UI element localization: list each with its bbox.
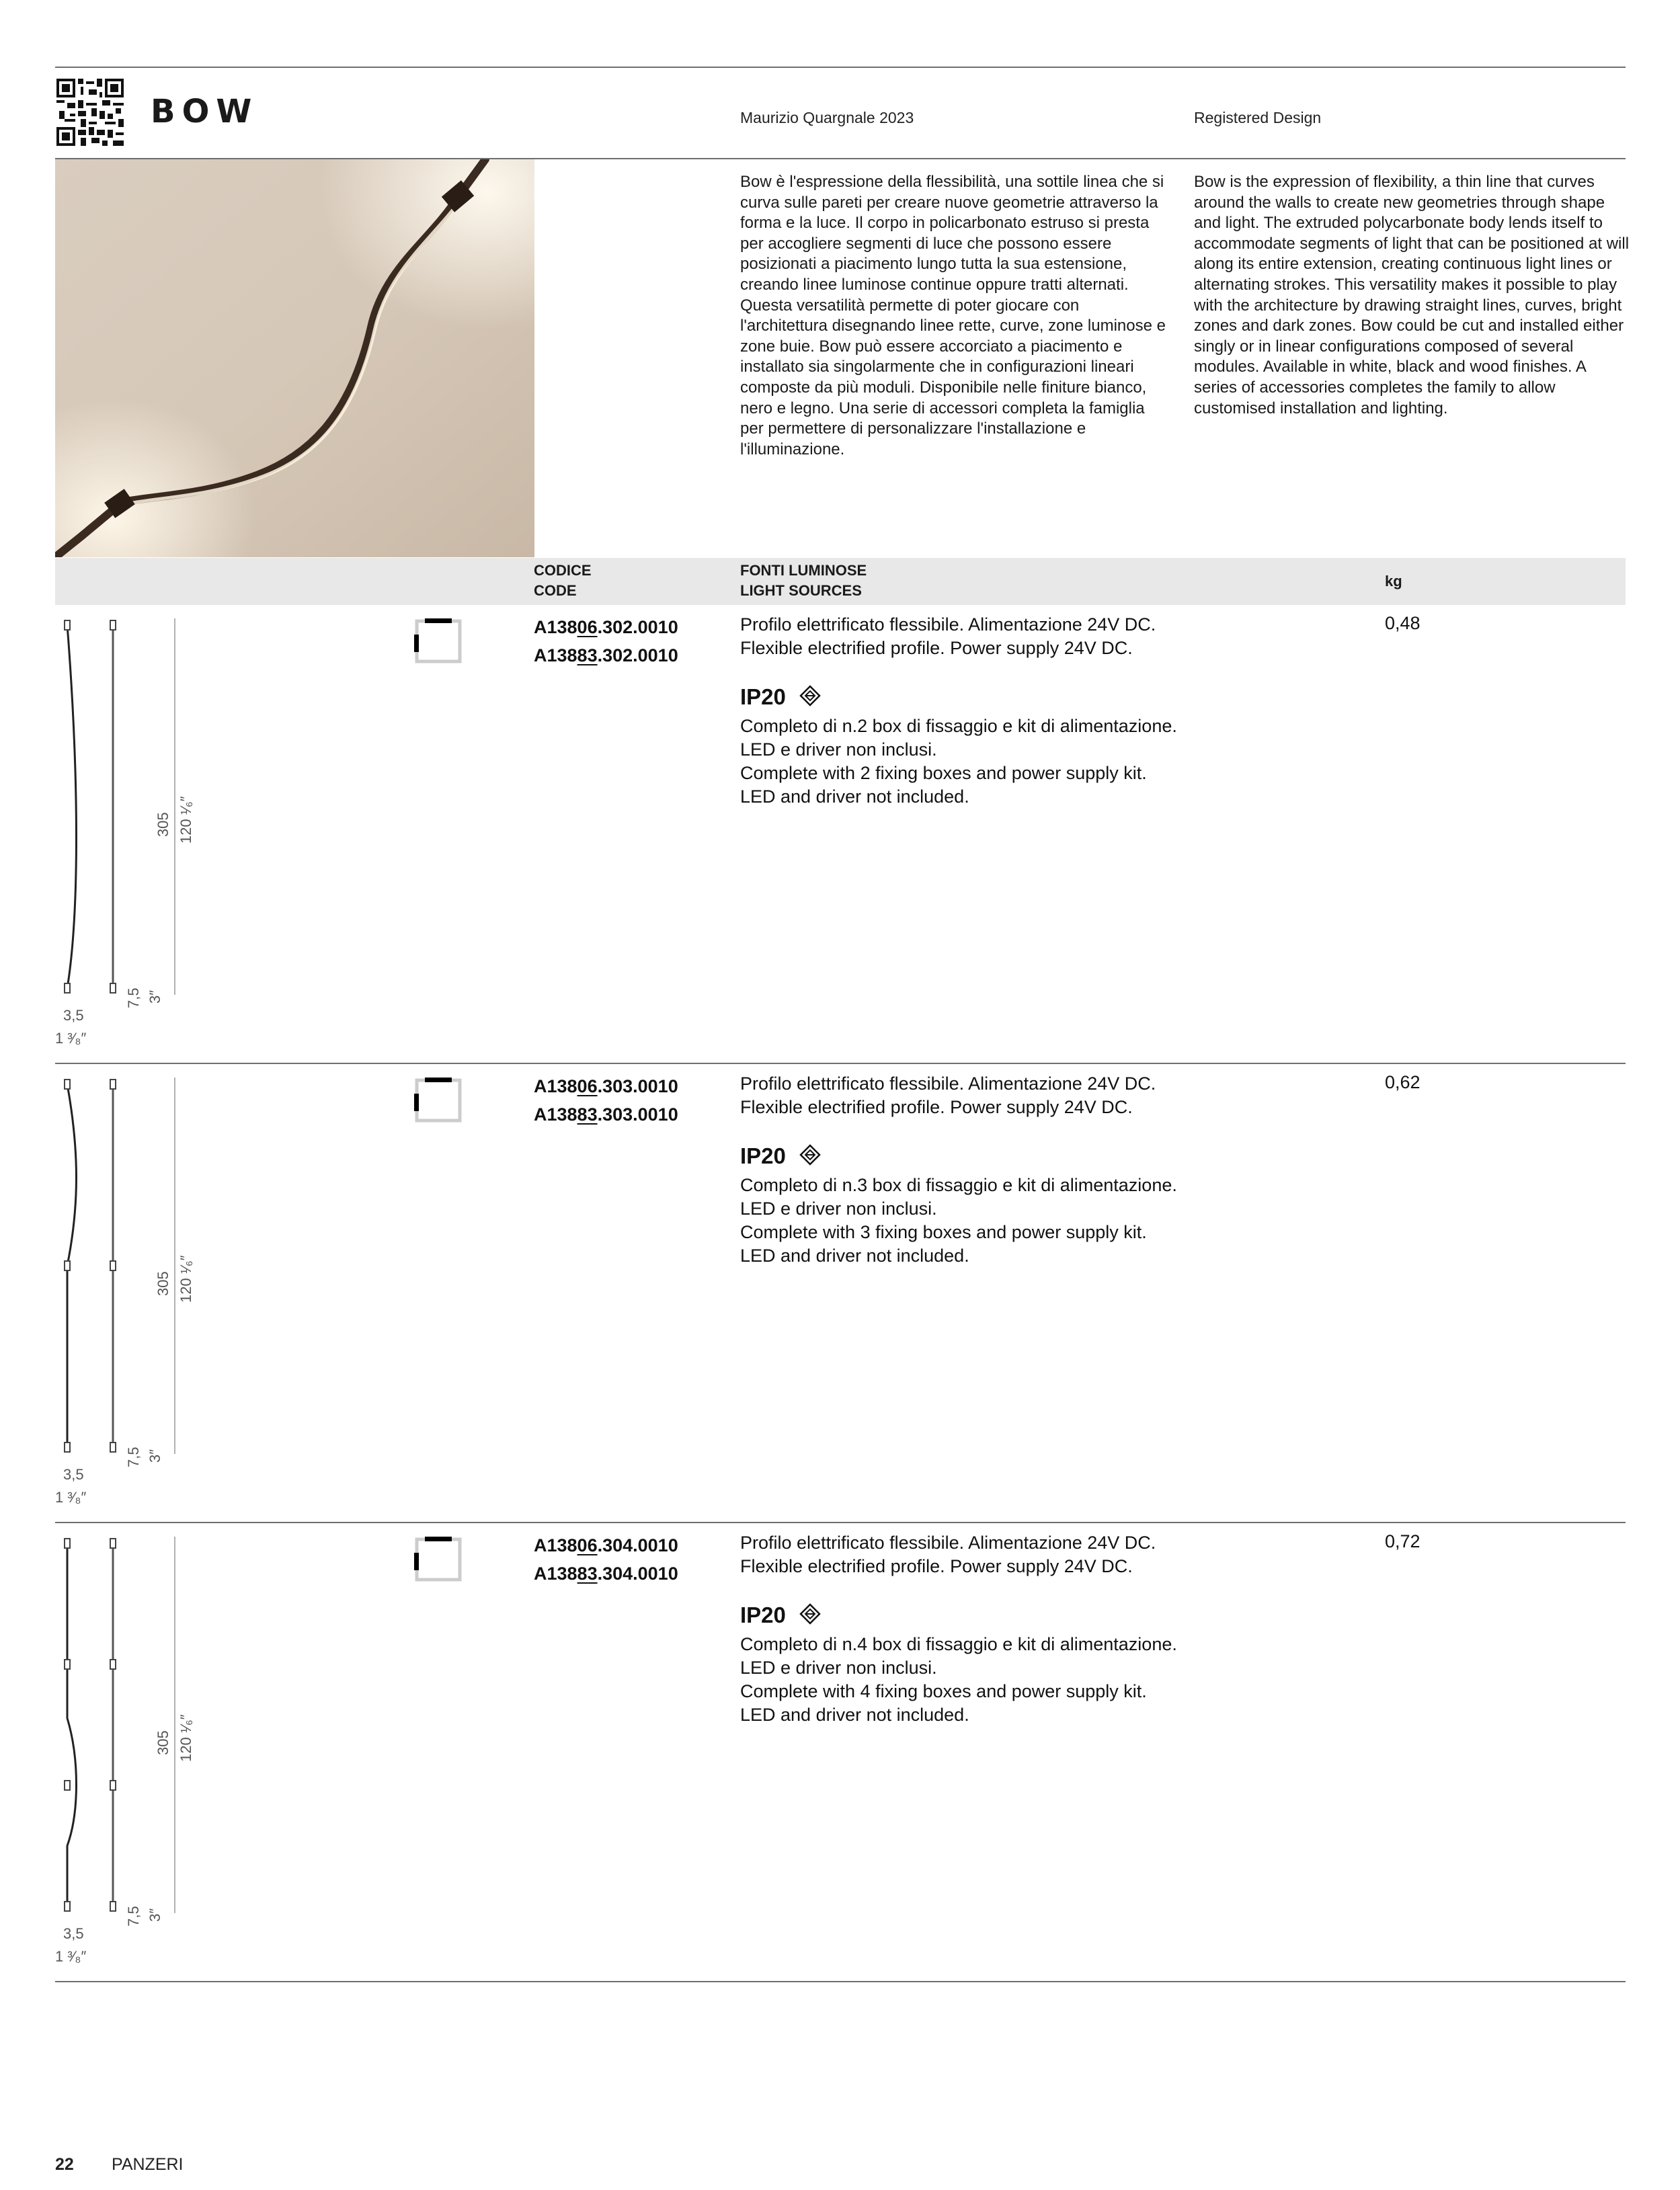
profile-section-icon: [413, 617, 464, 667]
depth-mm: 7,5: [125, 987, 142, 1008]
width-mm: 3,5: [63, 1007, 84, 1024]
note-line: LED e driver non inclusi.: [740, 739, 937, 760]
ip-rating: IP20: [740, 1143, 786, 1168]
note-line: Completo di n.3 box di fissaggio e kit di alimentazione.: [740, 1175, 1177, 1195]
description-line-en: Flexible electrified profile. Power supply 24V DC.: [740, 1556, 1133, 1576]
class-iii-icon: [799, 684, 822, 711]
top-rule: [55, 67, 1626, 68]
depth-in: 3″: [147, 1449, 163, 1463]
fixing-box: [65, 983, 70, 993]
fixing-box: [65, 1080, 70, 1089]
product-code: A13806.303.0010: [534, 1076, 678, 1096]
product-code: A13806.302.0010: [534, 617, 678, 637]
description-line-it: Profilo elettrificato flessibile. Alimentazione 24V DC.: [740, 1533, 1156, 1553]
column-code-it: CODICE: [534, 562, 592, 579]
width-mm: 3,5: [63, 1466, 84, 1483]
profile-section-icon: [413, 1535, 464, 1586]
product-code: A13883.303.0010: [534, 1104, 678, 1125]
class-iii-icon: [799, 1603, 822, 1629]
fixing-box: [110, 983, 116, 993]
fixing-box: [65, 1902, 70, 1911]
depth-mm: 7,5: [125, 1906, 142, 1927]
fixing-box: [65, 1261, 70, 1270]
depth-in: 3″: [147, 1908, 163, 1922]
fixing-box: [110, 1902, 116, 1911]
note-line: Complete with 4 fixing boxes and power supply kit.: [740, 1681, 1147, 1701]
brand-name: PANZERI: [112, 2155, 184, 2174]
length-in: 120 ¹⁄₆″: [177, 796, 194, 844]
profile-front-view: [67, 625, 77, 988]
table-row: [0, 1064, 1680, 1523]
column-weight: kg: [1385, 573, 1402, 590]
table-row: [0, 605, 1680, 1064]
width-in: 1 ³⁄₈″: [55, 1489, 87, 1506]
note-line: Complete with 3 fixing boxes and power supply kit.: [740, 1222, 1147, 1242]
note-line: LED and driver not included.: [740, 1705, 969, 1725]
length-mm: 305: [155, 1730, 171, 1755]
description-en: Bow is the expression of flexibility, a thin line that curves around the walls to create new geometries through shape and light. The extruded polycarbonate body lends itself to accommodate segments of light that can be positioned at will along its entire extension, creating continuous light lines or alternating strokes. This versatility makes it possible to play with the architecture by drawing straight lines, curves, bright zones and dark zones. Bow could be cut and installed either singly or in linear configurations composed of several modules. Available in white, black and wood finishes. A series of accessories completes the family to allow customised installation and lighting.: [1194, 173, 1630, 417]
product-code: A13883.302.0010: [534, 645, 678, 665]
note-line: Complete with 2 fixing boxes and power supply kit.: [740, 763, 1147, 783]
fixing-box: [65, 620, 70, 630]
fixing-box: [110, 1781, 116, 1790]
note-line: Completo di n.2 box di fissaggio e kit di alimentazione.: [740, 716, 1177, 736]
depth-mm: 7,5: [125, 1447, 142, 1467]
profile-section-icon: [413, 1076, 464, 1127]
note-line: LED e driver non inclusi.: [740, 1199, 937, 1219]
fixing-box: [110, 1443, 116, 1452]
width-mm: 3,5: [63, 1925, 84, 1942]
fixing-box: [110, 1261, 116, 1270]
length-in: 120 ¹⁄₆″: [177, 1714, 194, 1762]
page-number: 22: [55, 2155, 74, 2174]
width-in: 1 ³⁄₈″: [55, 1030, 87, 1047]
depth-in: 3″: [147, 989, 163, 1004]
column-sources-en: LIGHT SOURCES: [740, 582, 862, 599]
length-in: 120 ¹⁄₆″: [177, 1255, 194, 1303]
product-code: A13806.304.0010: [534, 1535, 678, 1555]
length-mm: 305: [155, 1271, 171, 1296]
column-sources-it: FONTI LUMINOSE: [740, 562, 867, 579]
fixing-box: [110, 1080, 116, 1089]
ip-rating: IP20: [740, 1603, 786, 1627]
description-line-en: Flexible electrified profile. Power supply 24V DC.: [740, 1097, 1133, 1117]
length-mm: 305: [155, 812, 171, 837]
weight-value: 0,72: [1385, 1531, 1421, 1551]
note-line: Completo di n.4 box di fissaggio e kit di alimentazione.: [740, 1634, 1177, 1654]
table-row: [0, 1523, 1680, 1982]
product-code: A13883.304.0010: [534, 1564, 678, 1584]
row-divider: [55, 1981, 1626, 1982]
product-photo: [55, 159, 534, 557]
fixing-box: [110, 620, 116, 630]
note-line: LED and driver not included.: [740, 1246, 969, 1266]
fixing-box: [65, 1781, 70, 1790]
profile-front-view: [67, 1543, 77, 1906]
fixing-box: [65, 1443, 70, 1452]
description-line-it: Profilo elettrificato flessibile. Alimentazione 24V DC.: [740, 614, 1156, 635]
column-code-en: CODE: [534, 582, 577, 599]
weight-value: 0,48: [1385, 613, 1421, 633]
fixing-box: [65, 1539, 70, 1548]
description-it: Bow è l'espressione della flessibilità, una sottile linea che si curva sulle pareti per creare nuove geometrie attraverso la forma e la luce. Il corpo in policarbonato estruso si presta per accogliere segmenti di luce che possono essere posizionati a piacimento lungo tutta la sua estensione, creando linee luminose continue oppure tratti alternati. Questa versatilità permette di poter giocare con l'architettura disegnando linee rette, curve, zone luminose e zone buie. Bow può essere accorciato a piacimento e installato sia singolarmente che in configurazioni lineari composte da più moduli. Disponibile nelle finiture bianco, nero e legno. Una serie di accessori completa la famiglia per permettere di personalizzare l'installazione e l'illuminazione.: [740, 173, 1166, 458]
designer-credit: Maurizio Quargnale 2023: [740, 109, 914, 126]
ip-rating: IP20: [740, 684, 786, 709]
width-in: 1 ³⁄₈″: [55, 1948, 87, 1965]
class-iii-icon: [799, 1143, 822, 1170]
description-line-it: Profilo elettrificato flessibile. Alimentazione 24V DC.: [740, 1073, 1156, 1094]
product-title: BOW: [151, 93, 259, 130]
fixing-box: [65, 1660, 70, 1669]
registered-design: Registered Design: [1194, 109, 1322, 126]
qr-code: [56, 79, 124, 146]
description-line-en: Flexible electrified profile. Power supply 24V DC.: [740, 638, 1133, 658]
note-line: LED and driver not included.: [740, 786, 969, 807]
fixing-box: [110, 1660, 116, 1669]
weight-value: 0,62: [1385, 1072, 1421, 1092]
fixing-box: [110, 1539, 116, 1548]
note-line: LED e driver non inclusi.: [740, 1658, 937, 1678]
